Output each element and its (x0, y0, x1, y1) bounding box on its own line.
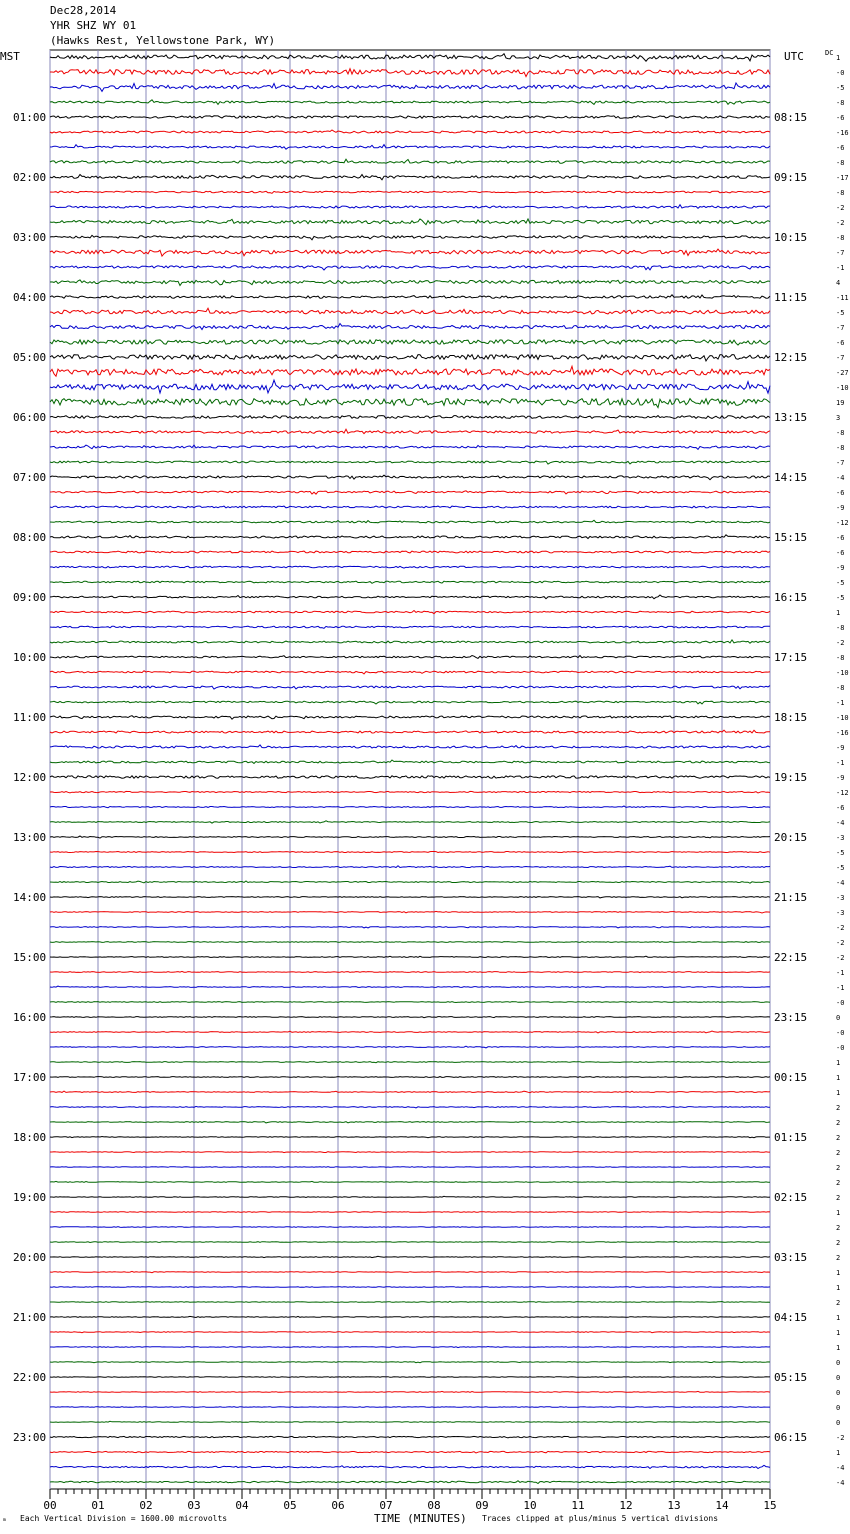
x-tick-label: 05 (283, 1499, 297, 1512)
dc-offset-label: -4 (836, 1464, 845, 1472)
dc-offset-label: 1 (836, 1059, 841, 1067)
mst-hour-label: 13:00 (13, 831, 47, 844)
trace-line (50, 1391, 770, 1392)
trace-line (50, 355, 770, 361)
dc-offset-label: 0 (836, 1359, 841, 1367)
dc-offset-label: 3 (836, 414, 841, 422)
trace-line (50, 445, 770, 449)
trace-line (50, 324, 770, 330)
x-tick-label: 11 (571, 1499, 585, 1512)
mst-hour-label: 20:00 (13, 1251, 47, 1264)
dc-offset-label: 2 (836, 1179, 841, 1187)
trace-line (50, 986, 770, 987)
trace-line (50, 416, 770, 419)
utc-hour-label: 15:15 (774, 531, 808, 544)
mst-hour-label: 10:00 (13, 651, 47, 664)
mst-hour-label: 02:00 (13, 171, 47, 184)
trace-line (50, 1106, 770, 1108)
dc-offset-label: -6 (836, 489, 845, 497)
trace-line (50, 551, 770, 553)
trace-line (50, 1451, 770, 1453)
x-tick-label: 03 (187, 1499, 201, 1512)
trace-line (50, 130, 770, 133)
dc-offset-label: 2 (836, 1194, 841, 1202)
dc-offset-label: -6 (836, 804, 845, 812)
dc-offset-label: -0 (836, 69, 845, 77)
dc-offset-label: -7 (836, 459, 845, 467)
dc-offset-label: -2 (836, 924, 845, 932)
utc-hour-label: 09:15 (774, 171, 808, 184)
trace-line (50, 776, 770, 778)
dc-offset-label: -16 (836, 129, 849, 137)
trace-line (50, 1017, 770, 1018)
mst-hour-label: 08:00 (13, 531, 47, 544)
dc-offset-label: -6 (836, 339, 845, 347)
mst-hour-label: 03:00 (13, 231, 47, 244)
utc-hour-label: 01:15 (774, 1131, 808, 1144)
trace-line (50, 656, 770, 659)
dc-offset-label: -1 (836, 759, 845, 767)
trace-line (50, 219, 770, 225)
dc-offset-label: -6 (836, 549, 845, 557)
utc-hour-label: 11:15 (774, 291, 808, 304)
dc-offset-label: -6 (836, 144, 845, 152)
dc-offset-label: 0 (836, 1014, 841, 1022)
dc-offset-label: -8 (836, 429, 845, 437)
utc-hour-label: 05:15 (774, 1371, 808, 1384)
dc-offset-label: -5 (836, 84, 845, 92)
trace-line (50, 159, 770, 163)
dc-offset-label: -10 (836, 384, 849, 392)
trace-line (50, 1062, 770, 1063)
dc-offset-label: 1 (836, 1329, 841, 1337)
dc-offset-label: -0 (836, 1029, 845, 1037)
trace-line (50, 116, 770, 119)
dc-offset-label: -10 (836, 714, 849, 722)
dc-offset-label: -16 (836, 729, 849, 737)
trace-line (50, 730, 770, 733)
trace-line (50, 956, 770, 957)
dc-offset-label: 2 (836, 1299, 841, 1307)
trace-line (50, 866, 770, 868)
utc-hour-label: 18:15 (774, 711, 808, 724)
x-tick-label: 02 (139, 1499, 153, 1512)
utc-hour-label: 21:15 (774, 891, 808, 904)
dc-offset-label: -2 (836, 639, 845, 647)
trace-line (50, 249, 770, 256)
trace-line (50, 745, 770, 748)
dc-offset-label: -8 (836, 624, 845, 632)
trace-line (50, 295, 770, 298)
mst-hour-label: 11:00 (13, 711, 47, 724)
trace-line (50, 806, 770, 808)
dc-offset-label: 1 (836, 54, 841, 62)
trace-line (50, 69, 770, 77)
dc-offset-label: 2 (836, 1254, 841, 1262)
trace-line (50, 191, 770, 193)
dc-offset-label: -1 (836, 984, 845, 992)
trace-line (50, 535, 770, 539)
dc-offset-label: -10 (836, 669, 849, 677)
utc-hour-label: 02:15 (774, 1191, 808, 1204)
trace-line (50, 506, 770, 508)
trace-line (50, 1421, 770, 1422)
x-tick-label: 08 (427, 1499, 441, 1512)
dc-offset-label: 2 (836, 1119, 841, 1127)
trace-lines (50, 54, 770, 1484)
mst-hour-label: 22:00 (13, 1371, 47, 1384)
trace-line (50, 1407, 770, 1408)
mst-hour-label: 05:00 (13, 351, 47, 364)
trace-line (50, 881, 770, 883)
mst-hour-label: 06:00 (13, 411, 47, 424)
trace-line (50, 671, 770, 674)
trace-line (50, 366, 770, 376)
trace-line (50, 380, 770, 393)
dc-offset-label: 1 (836, 1074, 841, 1082)
trace-line (50, 760, 770, 763)
x-tick-label: 10 (523, 1499, 537, 1512)
x-tick-label: 04 (235, 1499, 249, 1512)
utc-hour-label: 17:15 (774, 651, 808, 664)
station-location: (Hawks Rest, Yellowstone Park, WY) (50, 34, 276, 47)
trace-line (50, 308, 770, 314)
trace-line (50, 971, 770, 972)
trace-line (50, 205, 770, 209)
dc-offset-label: -2 (836, 219, 845, 227)
dc-header-label: DC (825, 49, 834, 57)
dc-offset-label: -4 (836, 474, 845, 482)
trace-line (50, 1332, 770, 1333)
clip-note: Traces clipped at plus/minus 5 vertical divisions (482, 1514, 719, 1523)
dc-offset-label: -6 (836, 534, 845, 542)
dc-offset-label: 1 (836, 1449, 841, 1457)
mst-hour-label: 17:00 (13, 1071, 47, 1084)
x-tick-label: 14 (715, 1499, 729, 1512)
dc-offset-label: 2 (836, 1149, 841, 1157)
dc-offset-label: 0 (836, 1374, 841, 1382)
utc-hour-label: 23:15 (774, 1011, 808, 1024)
utc-hour-label: 20:15 (774, 831, 808, 844)
mst-hour-label: 16:00 (13, 1011, 47, 1024)
trace-line (50, 475, 770, 480)
trace-line (50, 235, 770, 240)
mst-hour-label: 19:00 (13, 1191, 47, 1204)
utc-hour-label: 00:15 (774, 1071, 808, 1084)
dc-offset-label: 0 (836, 1404, 841, 1412)
dc-offset-label: -11 (836, 294, 849, 302)
utc-hour-label: 08:15 (774, 111, 808, 124)
trace-line (50, 1212, 770, 1213)
mst-hour-label: 15:00 (13, 951, 47, 964)
utc-axis-label: UTC (784, 50, 804, 63)
trace-line (50, 821, 770, 823)
dc-offset-label: -8 (836, 159, 845, 167)
trace-line (50, 911, 770, 913)
dc-offset-label: 19 (836, 399, 845, 407)
trace-line (50, 1271, 770, 1272)
utc-hour-label: 04:15 (774, 1311, 808, 1324)
dc-offset-label: 2 (836, 1134, 841, 1142)
dc-offset-label: -9 (836, 564, 845, 572)
dc-offset-label: -6 (836, 114, 845, 122)
trace-line (50, 852, 770, 853)
dc-offset-label: -2 (836, 1434, 845, 1442)
mst-hour-label: 01:00 (13, 111, 47, 124)
trace-line (50, 1316, 770, 1317)
dc-offset-label: -3 (836, 834, 845, 842)
trace-line (50, 54, 770, 62)
x-tick-label: 12 (619, 1499, 633, 1512)
dc-offset-label: 1 (836, 1284, 841, 1292)
trace-line (50, 1167, 770, 1168)
dc-offset-label: -7 (836, 249, 845, 257)
trace-line (50, 1002, 770, 1003)
dc-offset-label: -17 (836, 174, 849, 182)
dc-offset-label: -8 (836, 99, 845, 107)
utc-hour-label: 16:15 (774, 591, 808, 604)
trace-line (50, 1031, 770, 1033)
trace-line (50, 1347, 770, 1348)
trace-line (50, 716, 770, 720)
trace-line (50, 340, 770, 345)
mst-hour-label: 14:00 (13, 891, 47, 904)
utc-hour-label: 14:15 (774, 471, 808, 484)
utc-hour-label: 19:15 (774, 771, 808, 784)
dc-offset-label: 0 (836, 1389, 841, 1397)
dc-offset-label: 1 (836, 1269, 841, 1277)
trace-line (50, 429, 770, 433)
dc-offset-label: -5 (836, 864, 845, 872)
trace-line (50, 280, 770, 286)
trace-line (50, 1256, 770, 1257)
dc-offset-label: -4 (836, 1479, 845, 1487)
trace-line (50, 1287, 770, 1288)
mst-hour-label: 09:00 (13, 591, 47, 604)
trace-line (50, 1152, 770, 1153)
trace-line (50, 595, 770, 599)
dc-offset-label: -5 (836, 849, 845, 857)
mst-hour-label: 04:00 (13, 291, 47, 304)
dc-offset-label: -8 (836, 684, 845, 692)
utc-hour-label: 10:15 (774, 231, 808, 244)
footer-marker: ₘ (2, 1514, 7, 1523)
station-code: YHR SHZ WY 01 (50, 19, 137, 32)
dc-offset-label: -3 (836, 894, 845, 902)
dc-offset-label: 1 (836, 1314, 841, 1322)
dc-offset-label: 4 (836, 279, 841, 287)
dc-offset-label: 2 (836, 1224, 841, 1232)
trace-line (50, 791, 770, 793)
x-axis-ticks (43, 1489, 776, 1512)
x-tick-label: 07 (379, 1499, 393, 1512)
dc-offset-label: -7 (836, 354, 845, 362)
trace-line (50, 1227, 770, 1228)
scale-note: Each Vertical Division = 1600.00 microvolts (20, 1514, 228, 1523)
trace-line (50, 701, 770, 704)
trace-line (50, 566, 770, 568)
dc-offset-label: 2 (836, 1164, 841, 1172)
dc-offset-label: -1 (836, 969, 845, 977)
dc-offset-label: -12 (836, 519, 849, 527)
x-tick-label: 13 (667, 1499, 681, 1512)
utc-hour-label: 22:15 (774, 951, 808, 964)
trace-line (50, 83, 770, 91)
trace-line (50, 1241, 770, 1242)
dc-offset-label: -1 (836, 699, 845, 707)
mst-hour-label: 21:00 (13, 1311, 47, 1324)
trace-line (50, 1362, 770, 1363)
dc-offset-label: -8 (836, 189, 845, 197)
trace-line (50, 1196, 770, 1197)
dc-offset-label: -2 (836, 954, 845, 962)
trace-line (50, 399, 770, 408)
dc-offset-label: -9 (836, 774, 845, 782)
dc-offset-label: -5 (836, 594, 845, 602)
trace-line (50, 1301, 770, 1302)
trace-line (50, 1122, 770, 1123)
trace-line (50, 1481, 770, 1484)
dc-offset-label: -1 (836, 264, 845, 272)
dc-offset-label: -12 (836, 789, 849, 797)
dc-offset-label: 2 (836, 1239, 841, 1247)
plot-date: Dec28,2014 (50, 4, 117, 17)
dc-offset-label: -27 (836, 369, 849, 377)
x-tick-label: 01 (91, 1499, 105, 1512)
trace-line (50, 897, 770, 898)
mst-axis-label: MST (0, 50, 20, 63)
dc-offset-label: -7 (836, 324, 845, 332)
dc-offset-label: -4 (836, 819, 845, 827)
dc-offset-label: -8 (836, 444, 845, 452)
trace-line (50, 1436, 770, 1437)
utc-hour-label: 12:15 (774, 351, 808, 364)
dc-offset-label: -9 (836, 744, 845, 752)
trace-line (50, 942, 770, 943)
dc-offset-label: 1 (836, 1089, 841, 1097)
dc-offset-label: 1 (836, 1344, 841, 1352)
dc-offset-label: 2 (836, 1104, 841, 1112)
utc-hour-label: 03:15 (774, 1251, 808, 1264)
trace-line (50, 266, 770, 270)
trace-line (50, 520, 770, 523)
trace-line (50, 100, 770, 105)
trace-line (50, 1377, 770, 1378)
utc-hour-label: 06:15 (774, 1431, 808, 1444)
trace-line (50, 1465, 770, 1468)
trace-line (50, 686, 770, 690)
trace-line (50, 145, 770, 150)
trace-line (50, 1181, 770, 1182)
trace-line (50, 175, 770, 180)
trace-line (50, 836, 770, 838)
x-tick-label: 15 (763, 1499, 777, 1512)
dc-offset-label: -0 (836, 1044, 845, 1052)
dc-offset-label: -2 (836, 939, 845, 947)
dc-offset-label: 1 (836, 609, 841, 617)
trace-line (50, 461, 770, 464)
dc-offset-label: -2 (836, 204, 845, 212)
trace-line (50, 640, 770, 643)
trace-line (50, 611, 770, 614)
utc-hour-label: 13:15 (774, 411, 808, 424)
trace-line (50, 1046, 770, 1048)
mst-hour-label: 12:00 (13, 771, 47, 784)
dc-offset-label: -3 (836, 909, 845, 917)
dc-offset-label: -5 (836, 579, 845, 587)
trace-line (50, 1091, 770, 1093)
x-axis-title: TIME (MINUTES) (374, 1512, 467, 1525)
x-tick-label: 06 (331, 1499, 345, 1512)
trace-line (50, 1137, 770, 1138)
trace-line (50, 491, 770, 494)
dc-offset-label: -8 (836, 234, 845, 242)
x-tick-label: 09 (475, 1499, 489, 1512)
mst-hour-label: 23:00 (13, 1431, 47, 1444)
mst-hour-label: 18:00 (13, 1131, 47, 1144)
x-tick-label: 00 (43, 1499, 57, 1512)
dc-offset-label: 0 (836, 1419, 841, 1427)
dc-offset-label: -4 (836, 879, 845, 887)
dc-offset-label: -9 (836, 504, 845, 512)
trace-line (50, 927, 770, 929)
dc-offset-label: 1 (836, 1209, 841, 1217)
dc-offset-label: -8 (836, 654, 845, 662)
mst-hour-label: 07:00 (13, 471, 47, 484)
dc-offset-label: -5 (836, 309, 845, 317)
trace-line (50, 581, 770, 583)
dc-offset-label: -0 (836, 999, 845, 1007)
trace-line (50, 626, 770, 628)
trace-line (50, 1077, 770, 1078)
